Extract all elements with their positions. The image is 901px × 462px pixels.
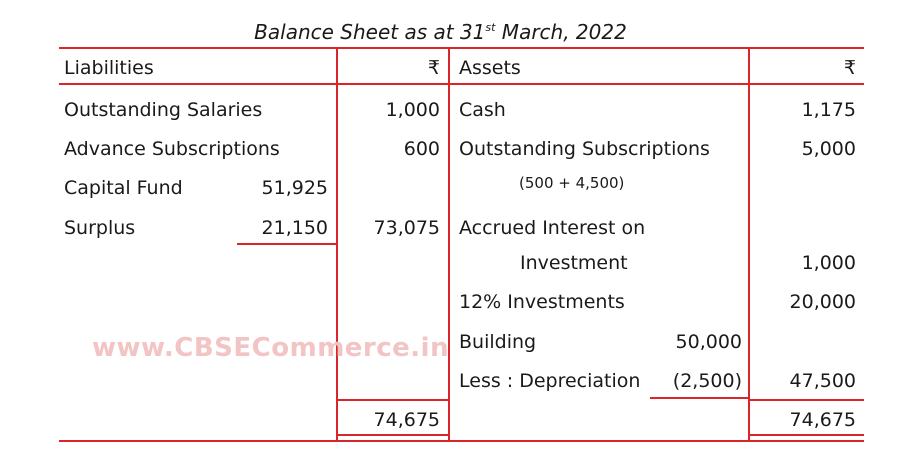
accrued-interest-label-continued: Investment bbox=[520, 252, 628, 274]
rupee-icon: ₹ bbox=[427, 57, 440, 79]
top-rule bbox=[59, 47, 864, 49]
depreciation-inner-amount: (2,500) bbox=[672, 370, 742, 392]
outstanding-subscriptions-note: (500 + 4,500) bbox=[519, 174, 625, 192]
investments-label: 12% Investments bbox=[459, 291, 625, 313]
assets-header: Assets bbox=[459, 57, 521, 79]
building-net-amount: 47,500 bbox=[789, 370, 856, 392]
assets-amount-left-line bbox=[748, 47, 750, 442]
cash-amount: 1,175 bbox=[801, 99, 856, 121]
liabilities-total-bottom-rule bbox=[337, 434, 449, 436]
building-inner-amount: 50,000 bbox=[675, 331, 742, 353]
accrued-interest-label: Accrued Interest on bbox=[459, 217, 646, 239]
surplus-underline bbox=[237, 243, 337, 245]
outstanding-salaries-label: Outstanding Salaries bbox=[64, 99, 263, 121]
center-divider bbox=[448, 47, 450, 442]
page-title: Balance Sheet as at 31st March, 2022 bbox=[254, 20, 627, 44]
assets-total-top-rule bbox=[749, 399, 864, 401]
advance-subscriptions-label: Advance Subscriptions bbox=[64, 138, 280, 160]
capital-fund-label: Capital Fund bbox=[64, 177, 183, 199]
accrued-interest-amount: 1,000 bbox=[801, 252, 856, 274]
header-rule bbox=[59, 83, 864, 85]
surplus-label: Surplus bbox=[64, 217, 136, 239]
capital-fund-total-amount: 73,075 bbox=[373, 217, 440, 239]
outstanding-subscriptions-label: Outstanding Subscriptions bbox=[459, 138, 710, 160]
outstanding-salaries-amount: 1,000 bbox=[385, 99, 440, 121]
depreciation-underline bbox=[650, 397, 749, 399]
assets-total: 74,675 bbox=[789, 409, 856, 431]
investments-amount: 20,000 bbox=[789, 291, 856, 313]
outstanding-subscriptions-amount: 5,000 bbox=[801, 138, 856, 160]
capital-fund-inner-amount: 51,925 bbox=[261, 177, 328, 199]
building-label: Building bbox=[459, 331, 537, 353]
surplus-inner-amount: 21,150 bbox=[261, 217, 328, 239]
liabilities-header: Liabilities bbox=[64, 57, 154, 79]
cash-label: Cash bbox=[459, 99, 506, 121]
assets-total-bottom-rule bbox=[749, 434, 864, 436]
advance-subscriptions-amount: 600 bbox=[403, 138, 440, 160]
rupee-icon: ₹ bbox=[843, 57, 856, 79]
liabilities-total: 74,675 bbox=[373, 409, 440, 431]
depreciation-label: Less : Depreciation bbox=[459, 370, 641, 392]
bottom-rule bbox=[59, 440, 864, 442]
liabilities-total-top-rule bbox=[337, 399, 449, 401]
watermark: www.CBSECommerce.in bbox=[92, 333, 450, 363]
